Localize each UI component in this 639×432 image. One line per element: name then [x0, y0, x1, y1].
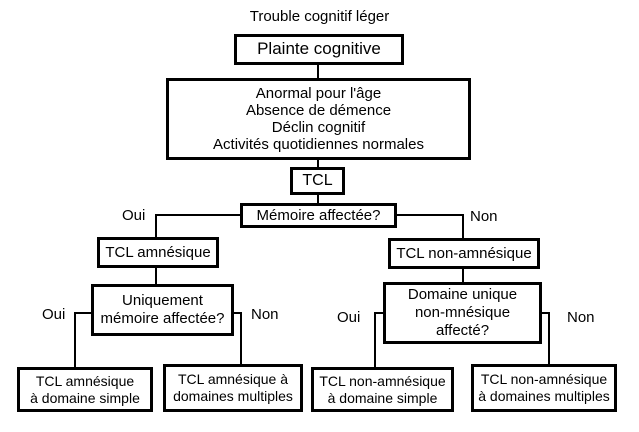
- diagram-title: Trouble cognitif léger: [249, 8, 390, 25]
- node-tcl-amnesique-domaines-multiples: TCL amnésique à domaines multiples: [163, 364, 303, 412]
- connector-uniquement-non: [234, 313, 241, 364]
- node-plainte-cognitive: Plainte cognitive: [234, 34, 404, 65]
- label-domaine-oui: Oui: [337, 309, 361, 326]
- node-uniquement-memoire: Uniquement mémoire affectée?: [91, 284, 234, 336]
- label-uniquement-non: Non: [251, 306, 279, 323]
- connector-memoire-non: [397, 215, 463, 238]
- connector-domaine-oui: [375, 313, 383, 367]
- connector-uniquement-oui: [75, 313, 91, 367]
- node-memoire-affectee: Mémoire affectée?: [240, 203, 397, 228]
- node-tcl-non-amnesique-domaine-simple: TCL non-amnésique à domaine simple: [311, 367, 454, 412]
- node-tcl-amnesique: TCL amnésique: [97, 237, 219, 268]
- node-domaine-unique: Domaine unique non-mnésique affecté?: [383, 282, 542, 344]
- connector-domaine-non: [542, 313, 549, 364]
- node-tcl: TCL: [290, 167, 345, 195]
- label-memoire-oui: Oui: [122, 207, 146, 224]
- node-criteres: Anormal pour l'âge Absence de démence Déclin cognitif Activités quotidiennes normales: [166, 78, 471, 160]
- label-domaine-non: Non: [567, 309, 595, 326]
- node-tcl-amnesique-domaine-simple: TCL amnésique à domaine simple: [17, 367, 153, 412]
- label-memoire-non: Non: [470, 208, 498, 225]
- label-uniquement-oui: Oui: [42, 306, 66, 323]
- node-tcl-non-amnesique: TCL non-amnésique: [388, 238, 540, 269]
- connector-memoire-oui: [156, 215, 240, 237]
- node-tcl-non-amnesique-domaines-multiples: TCL non-amnésique à domaines multiples: [471, 364, 617, 412]
